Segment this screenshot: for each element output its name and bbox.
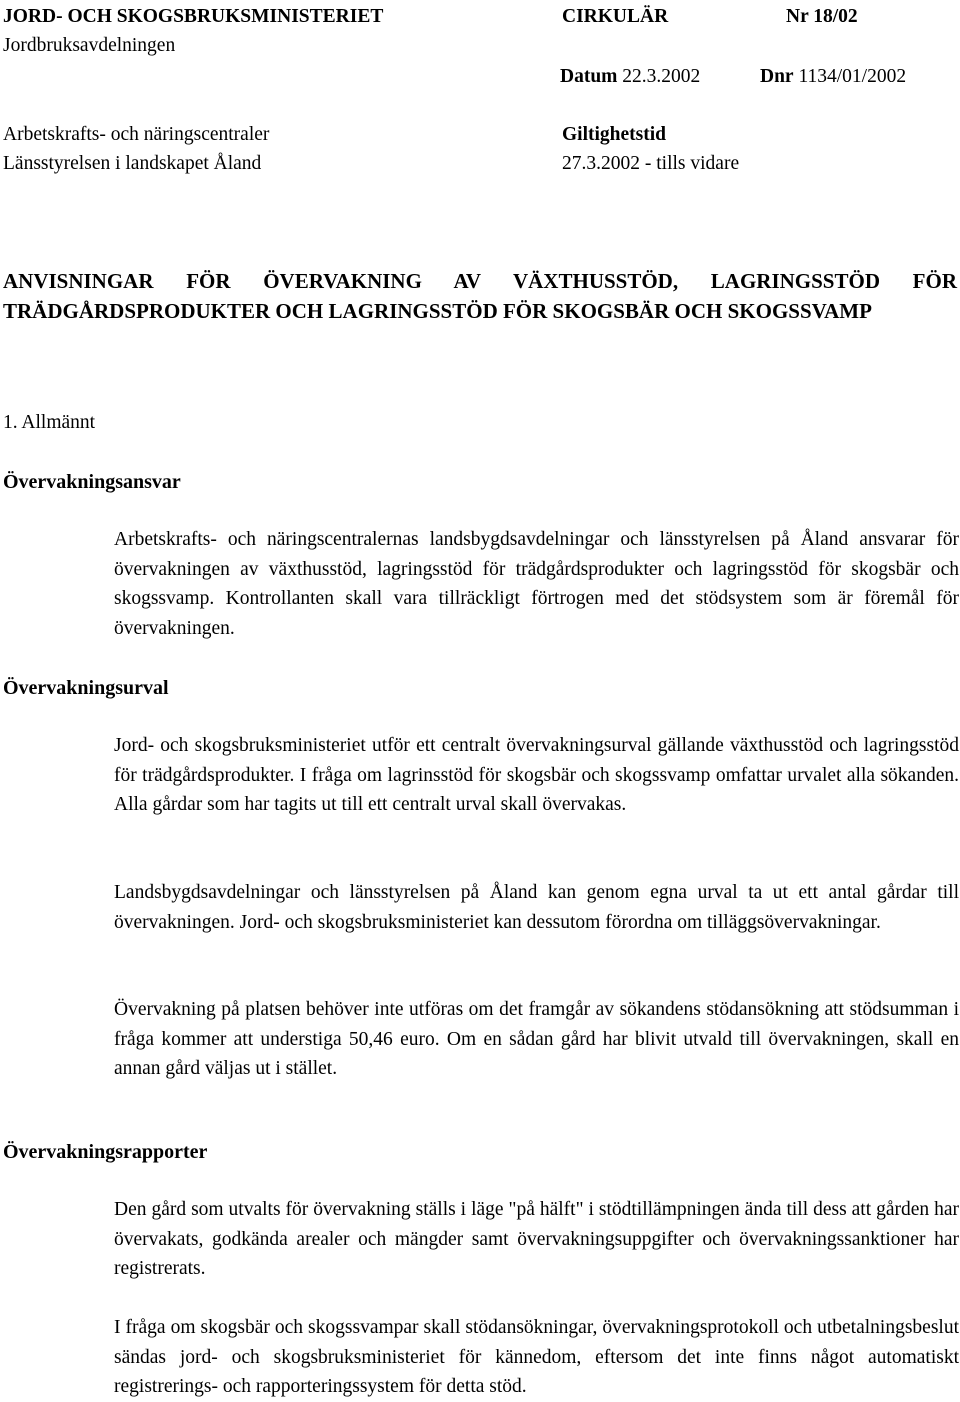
paragraph-sample-3: Övervakning på platsen behöver inte utföras om det framgår av sökandens stödansökning att stödsumman i fråga kommer att understiga 50,46 euro. Om en sådan gård har blivit utvald till övervakningen, skall en annan gård väljas ut i stället. [114, 999, 959, 1079]
date-label: Datum [560, 66, 618, 87]
ministry-name: JORD- OCH SKOGSBRUKSMINISTERIET [3, 6, 384, 27]
dnr-line [760, 67, 906, 87]
paragraph-responsibility: Arbetskrafts- och näringscentralernas landsbygdsavdelningar och länsstyrelsen på Åland ansvarar för övervakningen av växthusstöd, lagringsstöd för trädgårdsprodukter och lagringsstöd för skogsbär och skogssvamp. Kontrollanten skall vara tillräckligt förtrogen med det stödsystem som är föremål för övervakningen. [114, 529, 959, 639]
paragraph-sample-2: Landsbygdsavdelningar och länsstyrelsen på Åland kan genom egna urval ta ut ett antal gårdar till övervakningen. Jord- och skogsbruksministeriet kan dessutom förordna om tilläggsövervakningar. [114, 882, 959, 933]
paragraph-reports-1: Den gård som utvalts för övervakning ställs i läge "på hälft" i stödtillämpningen ända till dess att gården har övervakats, godkända arealer och mängder samt övervakningsuppgifter och övervakningssanktioner har registrerats. [114, 1199, 959, 1279]
department-name: Jordbruksavdelningen [3, 35, 176, 56]
date-line [560, 67, 700, 87]
recipient-1: Arbetskrafts- och näringscentraler [3, 124, 270, 145]
dnr-label: Dnr [760, 66, 794, 87]
heading-responsibility: Övervakningsansvar [3, 471, 181, 493]
circular-number: Nr 18/02 [786, 6, 858, 27]
heading-reports: Övervakningsrapporter [3, 1141, 208, 1163]
validity-value: 27.3.2002 - tills vidare [562, 153, 740, 174]
dnr-value: 1134/01/2002 [798, 66, 907, 87]
paragraph-sample-1: Jord- och skogsbruksministeriet utför ett centralt övervakningsurval gällande växthusstöd och lagringsstöd för trädgårdsprodukter. I fråga om lagrinsstöd för skogsbär och skogssvamp omfattar urvalet alla sökanden. Alla gårdar som har tagits ut till ett centralt urval skall övervakas. [114, 735, 959, 815]
heading-sample: Övervakningsurval [3, 677, 169, 699]
section-general: 1. Allmännt [3, 412, 96, 433]
recipient-2: Länsstyrelsen i landskapet Åland [3, 153, 262, 174]
document-title: ANVISNINGAR FÖR ÖVERVAKNING AV VÄXTHUSSTÖD, LAGRINGSSTÖD FÖR TRÄDGÅRDSPRODUKTER OCH LAGRINGSSTÖD FÖR SKOGSBÄR OCH SKOGSSVAMP [3, 269, 957, 323]
document-type: CIRKULÄR [562, 6, 669, 27]
paragraph-reports-2: I fråga om skogsbär och skogssvampar skall stödansökningar, övervakningsprotokoll och utbetalningsbeslut sändas jord- och skogsbruksministeriet för kännedom, eftersom det inte finns något automatiskt registrerings- och rapporteringssystem för detta stöd. [114, 1317, 959, 1397]
validity-label: Giltighetstid [562, 124, 667, 145]
date-value: 22.3.2002 [622, 66, 701, 87]
